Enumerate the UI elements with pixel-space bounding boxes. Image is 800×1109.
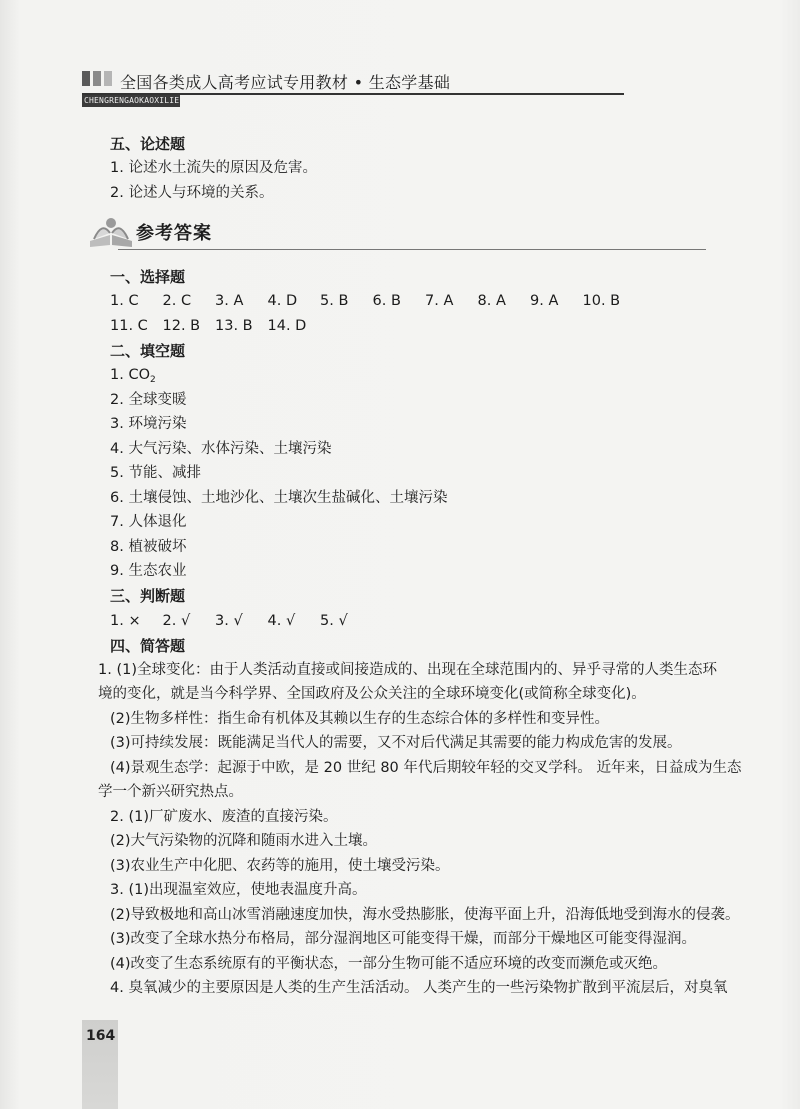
choice-answer: 11. C	[110, 318, 148, 334]
fill-answer-main: 1. CO	[110, 367, 150, 383]
choice-row	[110, 289, 720, 314]
judge-answer: 4. √	[267, 612, 296, 629]
page-number: 164	[86, 1028, 116, 1044]
choice-answer: 9. A	[530, 293, 559, 309]
choice-answer: 6. B	[372, 293, 401, 309]
fill-answer: 4. 大气污染、水体污染、土壤污染	[110, 440, 332, 457]
judge-row	[110, 608, 720, 634]
fill-answer: 5. 节能、减排	[110, 465, 201, 481]
judge-heading: 三、判断题	[110, 586, 186, 605]
judge-answer: 2. √	[162, 612, 191, 629]
fill-answer: 6. 土壤侵蚀、土地沙化、土壤次生盐碱化、土壤污染	[110, 489, 448, 506]
page-content	[98, 132, 742, 1001]
fill-heading: 二、填空题	[110, 342, 186, 360]
short-answer-line: 境的变化，就是当今科学界、全国政府及公众关注的全球环境变化(或简称全球变化)。	[98, 686, 646, 702]
header-series-strip: CHENGRENGAOKAOXILIE	[84, 96, 180, 105]
essay-heading: 五、论述题	[110, 135, 186, 153]
choice-answer: 3. A	[215, 293, 244, 309]
short-answer-line: (3)农业生产中化肥、农药等的施用，使土壤受污染。	[110, 857, 450, 874]
answers-rule	[118, 249, 706, 250]
answers-title: 参考答案	[136, 223, 212, 244]
judge-answer: 1. ×	[110, 612, 141, 629]
header-title: 全国各类成人高考应试专用教材 • 生态学基础	[120, 73, 451, 92]
short-answer-line: (2)大气污染物的沉降和随雨水进入土壤。	[110, 833, 378, 849]
fill-answer: 8. 植被破坏	[110, 538, 187, 555]
choice-answer: 5. B	[320, 293, 349, 309]
short-answer-line: 学一个新兴研究热点。	[98, 784, 243, 800]
choice-row	[110, 314, 720, 339]
fill-answer: 7. 人体退化	[110, 514, 187, 530]
choice-answer: 4. D	[267, 293, 298, 309]
judge-answer: 3. √	[215, 612, 243, 629]
page-number-tab	[82, 1020, 118, 1109]
choice-answer: 8. A	[477, 293, 506, 309]
fill-answer: 9. 生态农业	[110, 563, 187, 579]
answers-banner	[88, 209, 720, 255]
short-answer-line: 2. (1)厂矿废水、废渣的直接污染。	[110, 808, 338, 825]
essay-item: 1. 论述水土流失的原因及危害。	[110, 160, 317, 176]
short-heading: 四、简答题	[110, 636, 186, 655]
choice-heading: 一、选择题	[110, 268, 186, 286]
choice-answer: 1. C	[110, 293, 139, 309]
fill-answer: 2. 全球变暖	[110, 391, 187, 408]
short-answer-line: 4. 臭氧减少的主要原因是人类的生产生活活动。 人类产生的一些污染物扩散到平流层后，对臭氧	[110, 980, 728, 996]
short-answer-line: (2)生物多样性：指生命有机体及其赖以生存的生态综合体的多样性和变异性。	[110, 710, 610, 727]
choice-answer: 2. C	[162, 293, 192, 309]
short-answer-line: 3. (1)出现温室效应，使地表温度升高。	[110, 882, 367, 898]
choice-answer: 13. B	[215, 318, 253, 334]
choice-answer: 7. A	[425, 293, 454, 309]
short-answer-line: 1. (1)全球变化：由于人类活动直接或间接造成的、出现在全球范围内的、异乎寻常的人类生态环	[98, 661, 717, 678]
open-book-icon	[88, 211, 134, 249]
choice-answer: 10. B	[582, 293, 621, 309]
short-answer-line: (2)导致极地和高山冰雪消融速度加快，海水受热膨胀，使海平面上升，沿海低地受到海水的侵袭。	[110, 906, 740, 923]
fill-answer-subscript: 2	[149, 375, 156, 385]
short-answer-line: (3)可持续发展：既能满足当代人的需要，又不对后代满足其需要的能力构成危害的发展。	[110, 735, 682, 751]
choice-answer: 14. D	[267, 318, 307, 334]
header-decoration	[82, 71, 112, 86]
fill-answer	[110, 363, 720, 388]
short-answer-line: (3)改变了全球水热分布格局，部分湿润地区可能变得干燥，而部分干燥地区可能变得湿润。	[110, 931, 697, 947]
short-answer-line: (4)改变了生态系统原有的平衡状态，一部分生物可能不适应环境的改变而濒危或灭绝。	[110, 955, 668, 972]
essay-item: 2. 论述人与环境的关系。	[110, 184, 274, 201]
fill-answer: 3. 环境污染	[110, 416, 187, 432]
judge-answer: 5. √	[320, 612, 348, 629]
choice-answer: 12. B	[162, 318, 201, 334]
short-answer-line: (4)景观生态学：起源于中欧，是 20 世纪 80 年代后期较年轻的交叉学科。 近年来，日益成为生态	[110, 759, 742, 776]
